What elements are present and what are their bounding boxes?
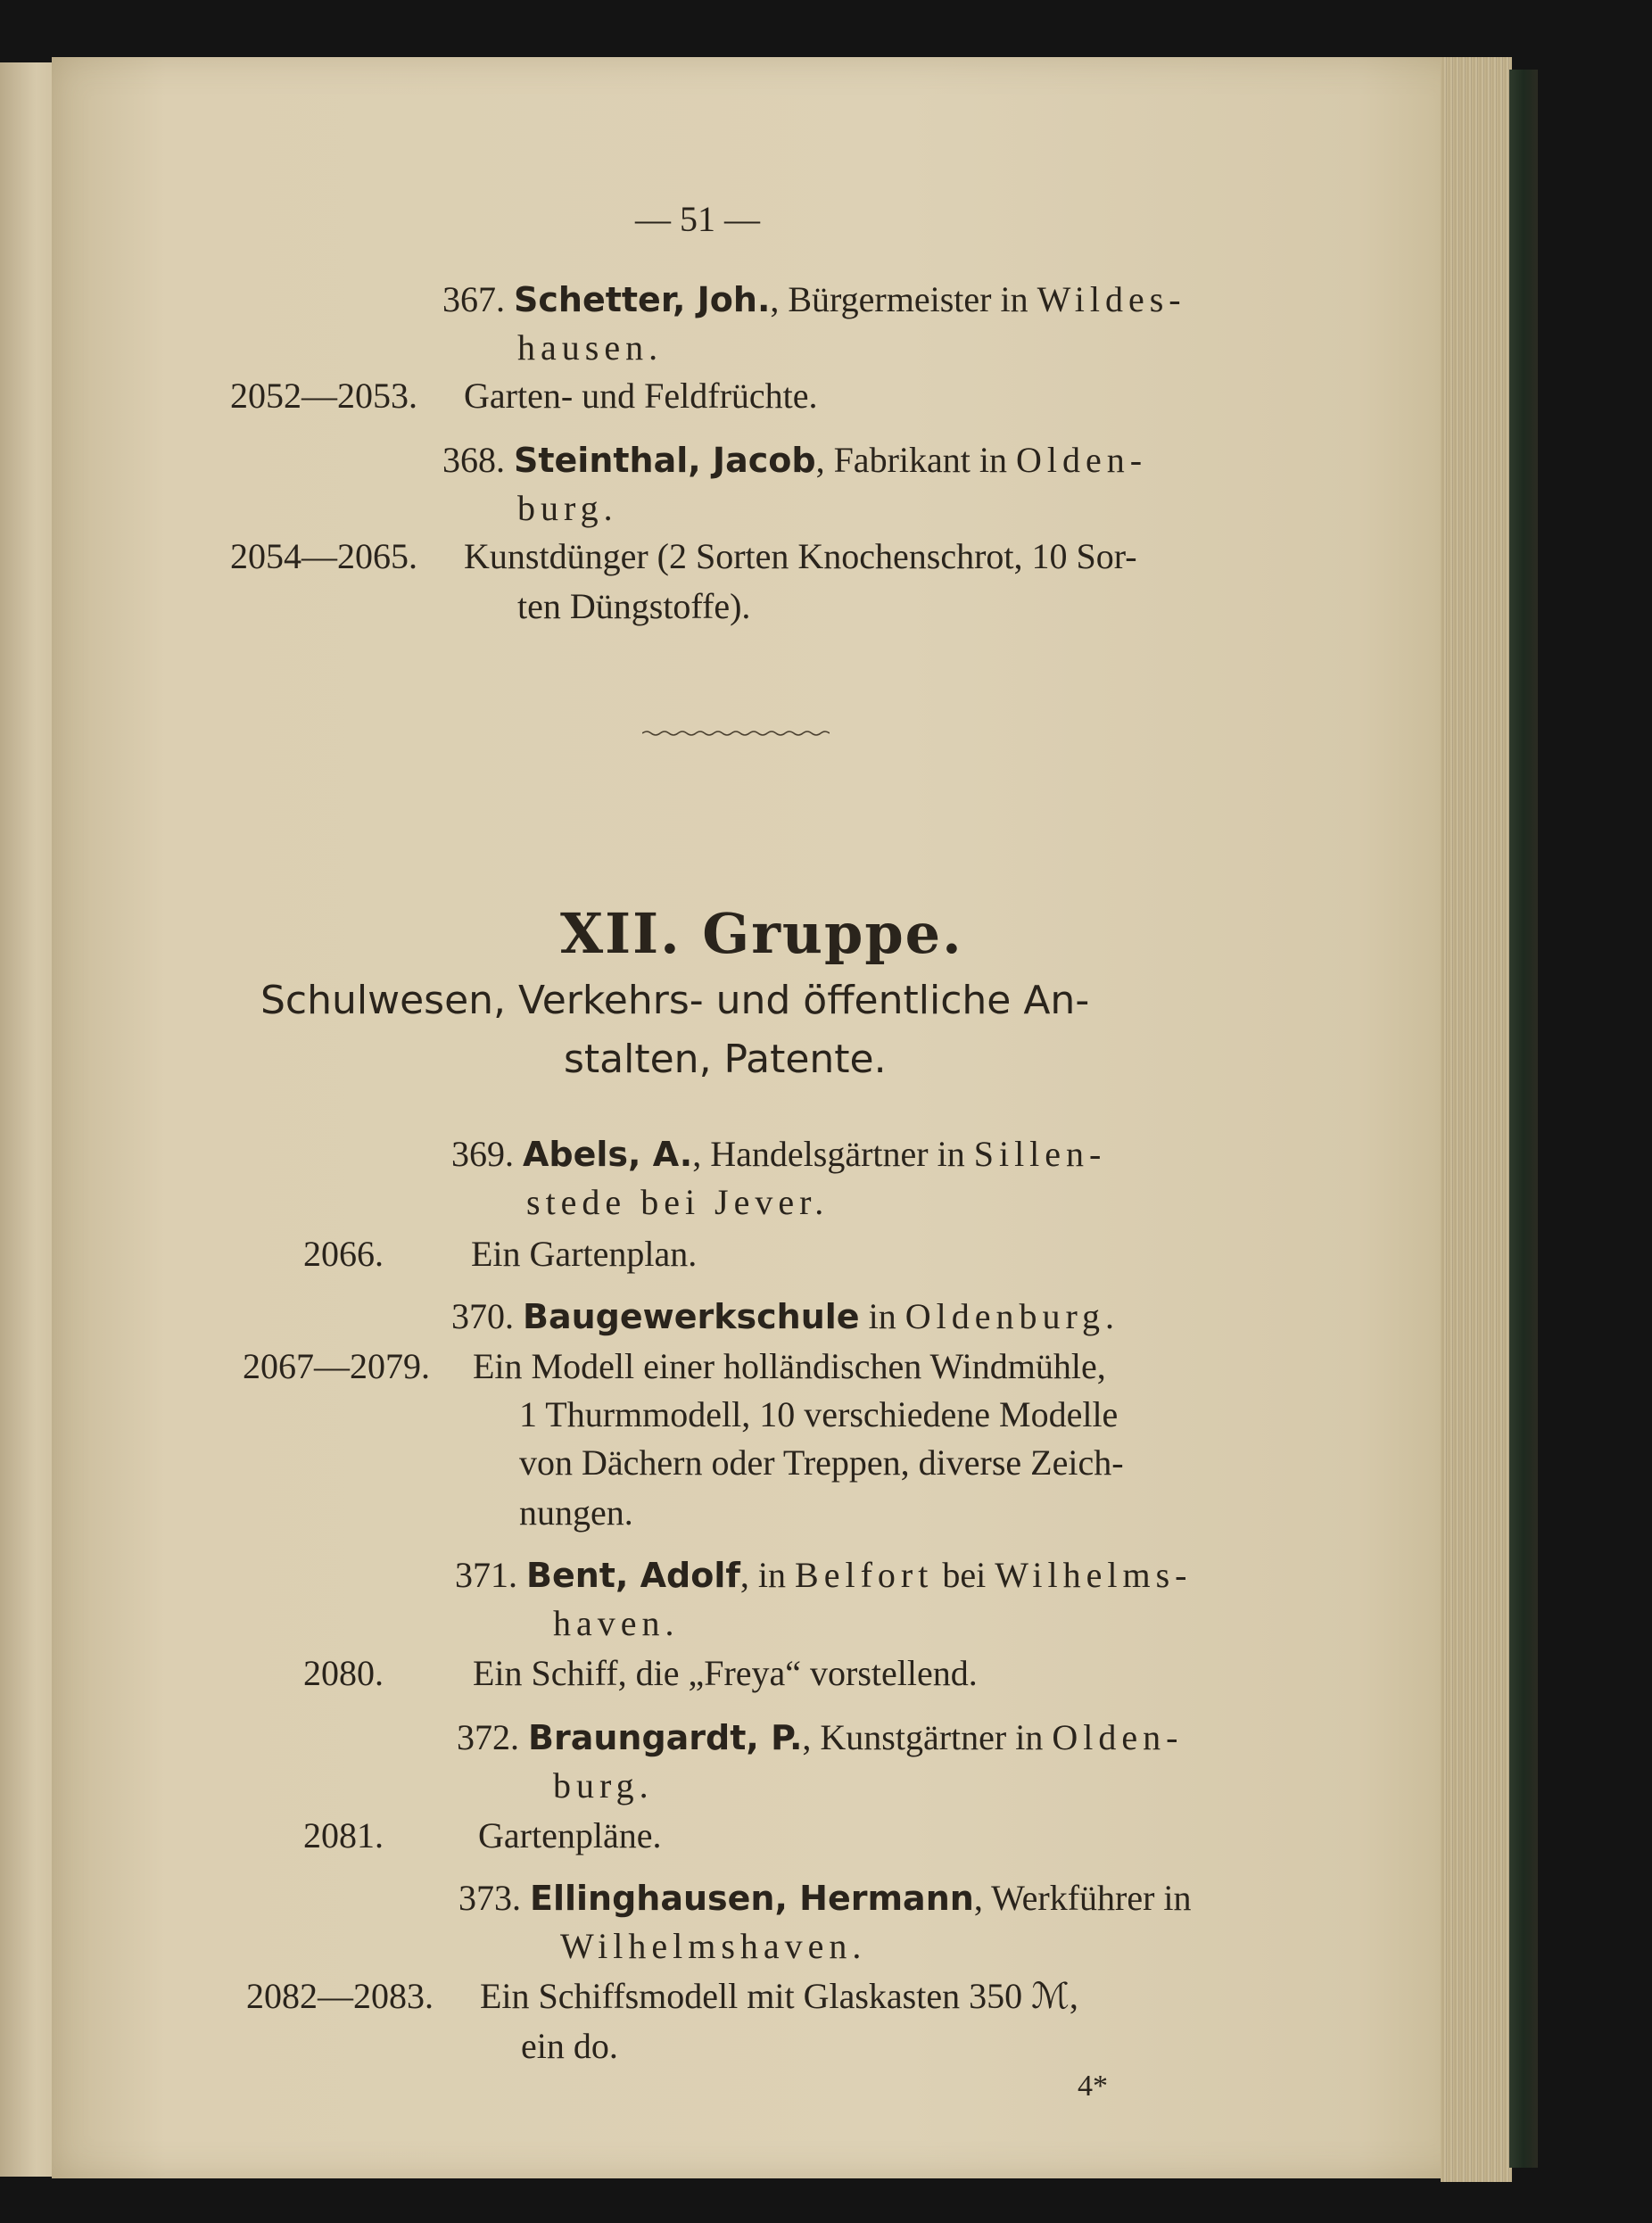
- exhibitor-place: Wilhelms-: [995, 1555, 1193, 1595]
- signature-mark: 4*: [1078, 2070, 1108, 2103]
- entry-368: [442, 442, 1147, 478]
- entry-number: 371.: [455, 1555, 517, 1595]
- exhibitor-place: Sillen-: [973, 1134, 1107, 1174]
- book-spine: [1509, 70, 1538, 2168]
- exhibitor-place: Wildes-: [1037, 279, 1186, 319]
- exhibitor-role: , Fabrikant in: [815, 440, 1016, 480]
- entry-number: 367.: [442, 279, 505, 319]
- group-title: XII. Gruppe.: [560, 901, 963, 966]
- entry-number: 368.: [442, 440, 505, 480]
- entry-369-line2: stede bei Jever.: [526, 1182, 830, 1222]
- exhibitor-name: Baugewerkschule: [523, 1297, 860, 1336]
- item-description: Ein Modell einer holländischen Windmühle,: [473, 1346, 1106, 1386]
- item-description-cont: ein do.: [521, 2026, 618, 2066]
- exhibitor-place: Oldenburg.: [904, 1296, 1120, 1336]
- entry-373-line2: Wilhelmshaven.: [560, 1926, 867, 1966]
- exhibitor-role: , in: [739, 1555, 796, 1595]
- entry-367: [442, 279, 1186, 319]
- item-number: 2067—2079.: [243, 1346, 430, 1386]
- entry-number: 369.: [451, 1134, 514, 1174]
- exhibitor-name: Bent, Adolf: [526, 1556, 740, 1595]
- exhibitor-place: Olden-: [1015, 440, 1148, 480]
- item-description: Ein Schiff, die „Freya“ vorstellend.: [473, 1653, 978, 1693]
- item-description-cont: von Dächern oder Treppen, diverse Zeich-: [519, 1442, 1124, 1483]
- exhibitor-role: , Werkführer in: [973, 1878, 1192, 1918]
- page-number: — 51 —: [635, 199, 760, 239]
- item-number: 2082—2083.: [246, 1976, 434, 2016]
- exhibitor-role: , Kunstgärtner in: [802, 1717, 1053, 1757]
- exhibitor-name: Abels, A.: [523, 1135, 693, 1174]
- item-description-cont: 1 Thurmmodell, 10 verschiedene Modelle: [519, 1394, 1119, 1434]
- item-number: 2054—2065.: [230, 536, 417, 576]
- exhibitor-name: Steinthal, Jacob: [514, 441, 816, 480]
- group-subtitle-line2: stalten, Patente.: [564, 1037, 887, 1082]
- exhibitor-name: Ellinghausen, Hermann: [530, 1879, 974, 1918]
- entry-number: 372.: [457, 1717, 519, 1757]
- group-subtitle-line1: Schulwesen, Verkehrs- und öffentliche An-: [260, 978, 1090, 1023]
- item-description: Kunstdünger (2 Sorten Knochenschrot, 10 Sor-: [464, 536, 1137, 576]
- entry-370: [451, 1296, 1120, 1336]
- item-description: Ein Schiffsmodell mit Glaskasten 350 ℳ,: [480, 1976, 1078, 2016]
- entry-368-line2: burg.: [517, 488, 618, 528]
- entry-371: [455, 1555, 1193, 1595]
- entry-number: 373.: [458, 1878, 521, 1918]
- exhibitor-place: Olden-: [1052, 1717, 1184, 1757]
- exhibitor-place: Belfort: [795, 1555, 934, 1595]
- item-description: Gartenpläne.: [478, 1815, 662, 1855]
- entry-367-line2: hausen.: [517, 327, 664, 368]
- exhibitor-role: , Handelsgärtner in: [692, 1134, 974, 1174]
- entry-number: 370.: [451, 1296, 514, 1336]
- exhibitor-role: , Bürgermeister in: [770, 279, 1037, 319]
- item-number: 2081.: [303, 1815, 384, 1855]
- exhibitor-role: in: [859, 1296, 905, 1336]
- item-number: 2066.: [303, 1234, 384, 1274]
- entry-369: [451, 1136, 1106, 1172]
- item-description-cont: nungen.: [519, 1492, 633, 1533]
- exhibitor-role: bei: [933, 1555, 995, 1595]
- item-description: Garten- und Feldfrüchte.: [464, 376, 818, 416]
- page-edges: [1441, 57, 1512, 2182]
- item-description-cont: ten Düngstoffe).: [517, 586, 751, 626]
- exhibitor-name: Braungardt, P.: [528, 1718, 803, 1757]
- entry-372: [457, 1717, 1184, 1757]
- entry-373: [458, 1880, 1192, 1916]
- entry-371-line2: haven.: [553, 1603, 680, 1643]
- item-number: 2052—2053.: [230, 376, 417, 416]
- item-number: 2080.: [303, 1653, 384, 1693]
- item-description: Ein Gartenplan.: [471, 1234, 698, 1274]
- entry-372-line2: burg.: [553, 1765, 654, 1806]
- decorative-wavy-rule: [642, 730, 830, 737]
- exhibitor-name: Schetter, Joh.: [514, 280, 771, 319]
